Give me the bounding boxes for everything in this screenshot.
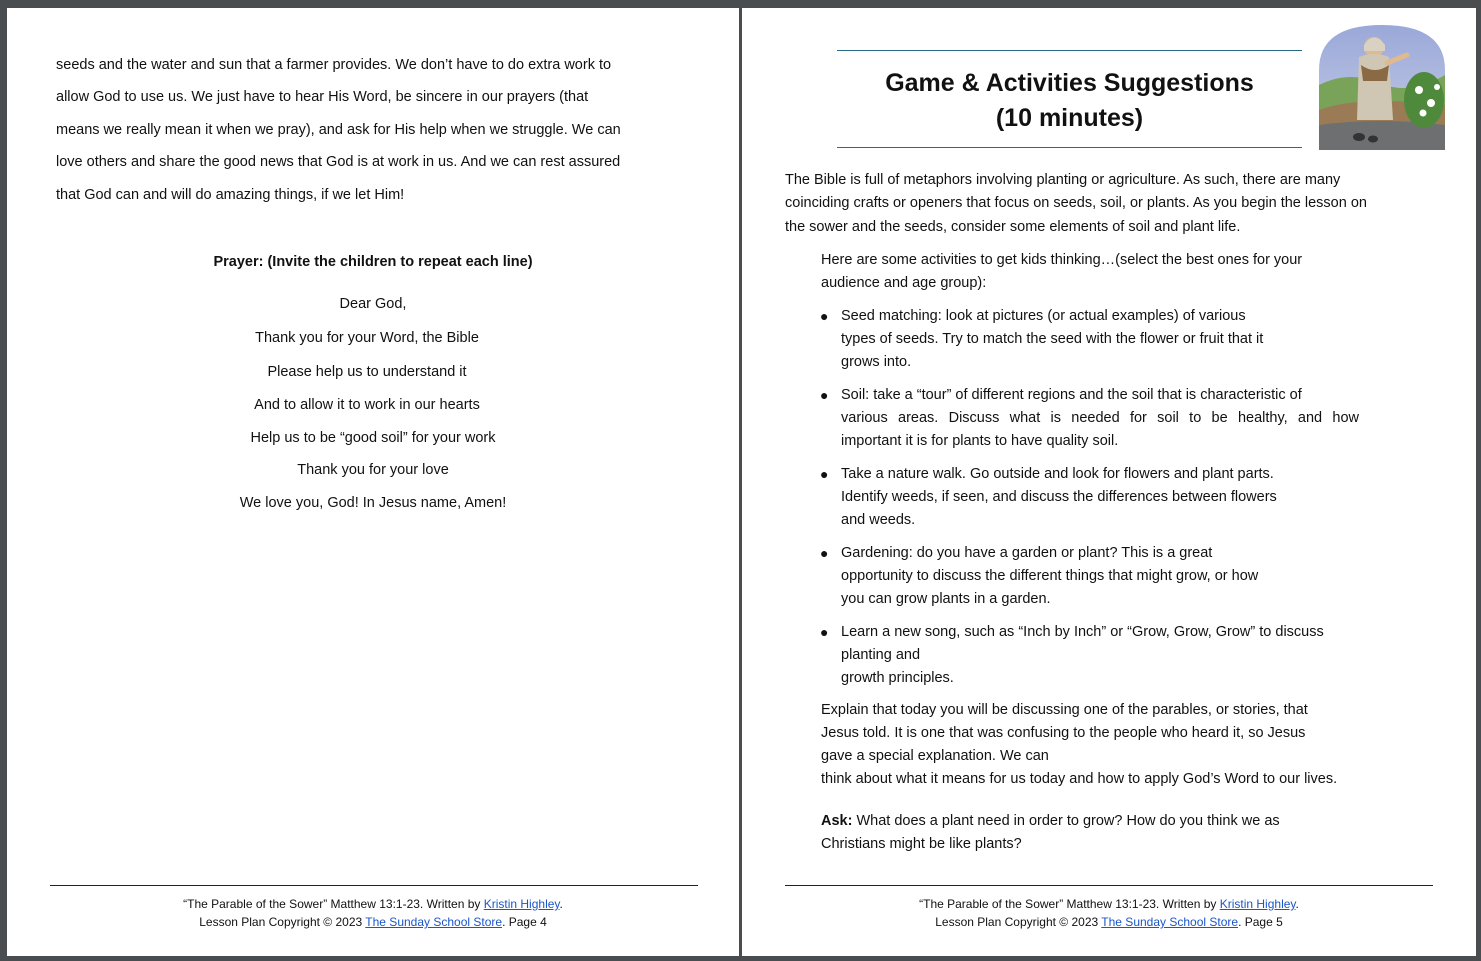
intro-line: The Bible is full of metaphors involving planting or agriculture. As such, there are many — [785, 172, 1341, 188]
store-link[interactable]: The Sunday School Store — [365, 915, 503, 929]
activity-bullet — [820, 463, 1341, 532]
paragraph-line: means we really mean it when we pray), and ask for His help when we struggle. We can — [56, 121, 621, 138]
prayer-line: And to allow it to work in our hearts — [254, 397, 480, 413]
sower-illustration-icon — [1319, 25, 1445, 150]
intro-line: coinciding crafts or openers that focus on seeds, soil, or plants. As you begin the lesson on — [785, 195, 1367, 212]
intro-line: the sower and the seeds, consider some elements of soil and plant life. — [785, 218, 1241, 235]
footer-divider — [50, 885, 698, 886]
page-footer — [742, 895, 1476, 931]
ask-paragraph — [821, 810, 1280, 856]
closing-paragraph — [56, 49, 696, 211]
ask-line — [821, 810, 1280, 833]
prayer-line: Thank you for your love — [297, 462, 449, 478]
ask-label: Ask: — [821, 813, 853, 829]
document-page-4 — [7, 8, 739, 956]
bullet-line: Learn a new song, such as “Inch by Inch” or “Grow, Grow, Grow” to discuss — [841, 624, 1324, 640]
explain-line: Explain that today you will be discussing one of the parables, or stories, that — [821, 702, 1308, 718]
prayer-heading: Prayer: (Invite the children to repeat each line) — [213, 254, 533, 270]
title-line: Game & Activities Suggestions — [885, 69, 1254, 97]
title-line: (10 minutes) — [995, 104, 1144, 132]
bullet-line: growth principles. — [841, 670, 954, 686]
bullet-dot-icon: ● — [820, 545, 829, 561]
footer-punct: . — [559, 897, 563, 911]
section-title — [837, 66, 1302, 136]
paragraph-line: love others and share the good news that God is at work in us. And we can rest assured — [56, 154, 621, 171]
footer-line-1 — [742, 895, 1476, 913]
bullet-line: various areas. Discuss what is needed for soil to be healthy, and how — [841, 410, 1359, 426]
footer-credit: “The Parable of the Sower” Matthew 13:1-23. Written by — [919, 897, 1220, 911]
footer-line-2 — [742, 913, 1476, 931]
ask-line: Christians might be like plants? — [821, 836, 1022, 852]
bullet-line: Gardening: do you have a garden or plant? This is a great — [841, 545, 1213, 561]
prayer-line: Thank you for your Word, the Bible — [255, 330, 479, 346]
paragraph-line: seeds and the water and sun that a farmer provides. We don’t have to do extra work to — [56, 57, 612, 73]
footer-punct: . — [1295, 897, 1299, 911]
store-link[interactable]: The Sunday School Store — [1101, 915, 1239, 929]
page-number: . Page 5 — [1238, 915, 1283, 929]
activity-bullet — [820, 542, 1341, 611]
bullet-line: types of seeds. Try to match the seed with the flower or fruit that it — [841, 331, 1264, 347]
explain-line: gave a special explanation. We can — [821, 748, 1049, 764]
bullet-line: Identify weeds, if seen, and discuss the differences between flowers — [841, 489, 1277, 505]
bullet-line: important it is for plants to have quality soil. — [841, 433, 1119, 449]
explain-line: Jesus told. It is one that was confusing to the people who heard it, so Jesus — [821, 725, 1306, 741]
footer-credit: “The Parable of the Sower” Matthew 13:1-23. Written by — [183, 897, 484, 911]
activity-bullet — [820, 305, 1321, 374]
page-footer — [7, 895, 739, 931]
footer-copyright: Lesson Plan Copyright © 2023 — [199, 915, 366, 929]
bullet-line: opportunity to discuss the different things that might grow, or how — [841, 568, 1259, 584]
page-number: . Page 4 — [502, 915, 547, 929]
prayer-line: Dear God, — [339, 296, 407, 312]
prayer-line: Help us to be “good soil” for your work — [250, 430, 496, 446]
footer-divider — [785, 885, 1433, 886]
footer-copyright: Lesson Plan Copyright © 2023 — [935, 915, 1102, 929]
bullet-line: Take a nature walk. Go outside and look for flowers and plant parts. — [841, 466, 1274, 482]
bullet-line: and weeds. — [841, 512, 916, 528]
bullet-dot-icon: ● — [820, 624, 829, 640]
ask-question: What does a plant need in order to grow? How do you think we as — [852, 813, 1280, 829]
bullet-line: you can grow plants in a garden. — [841, 591, 1051, 607]
intro-paragraph — [785, 169, 1440, 239]
footer-line-1 — [7, 895, 739, 913]
bullet-line: Seed matching: look at pictures (or actual examples) of various — [841, 308, 1246, 324]
author-link[interactable]: Kristin Highley — [483, 897, 560, 911]
activities-intro-line: audience and age group): — [821, 275, 987, 291]
bullet-line: planting and — [841, 647, 921, 663]
document-page-5 — [742, 8, 1476, 956]
author-link[interactable]: Kristin Highley — [1219, 897, 1296, 911]
bullet-line: grows into. — [841, 354, 912, 370]
activities-intro-line: Here are some activities to get kids thinking…(select the best ones for your — [821, 252, 1303, 268]
activity-bullet — [820, 621, 1381, 690]
bullet-line: Soil: take a “tour” of different regions and the soil that is characteristic of — [841, 387, 1302, 403]
bullet-dot-icon: ● — [820, 308, 829, 324]
explain-line: think about what it means for us today and how to apply God’s Word to our lives. — [821, 771, 1338, 787]
paragraph-line: that God can and will do amazing things, if we let Him! — [56, 186, 405, 203]
title-rule-bottom — [837, 147, 1302, 148]
paragraph-line: allow God to use us. We just have to hear His Word, be sincere in our prayers (that — [56, 89, 589, 106]
bullet-dot-icon: ● — [820, 466, 829, 482]
prayer-line: Please help us to understand it — [267, 364, 467, 380]
prayer-line: We love you, God! In Jesus name, Amen! — [239, 495, 507, 511]
footer-line-2 — [7, 913, 739, 931]
activity-bullet — [820, 384, 1359, 453]
bullet-dot-icon: ● — [820, 387, 829, 403]
title-rule-top — [837, 50, 1302, 51]
explain-paragraph — [821, 699, 1337, 791]
activities-intro — [821, 249, 1302, 295]
